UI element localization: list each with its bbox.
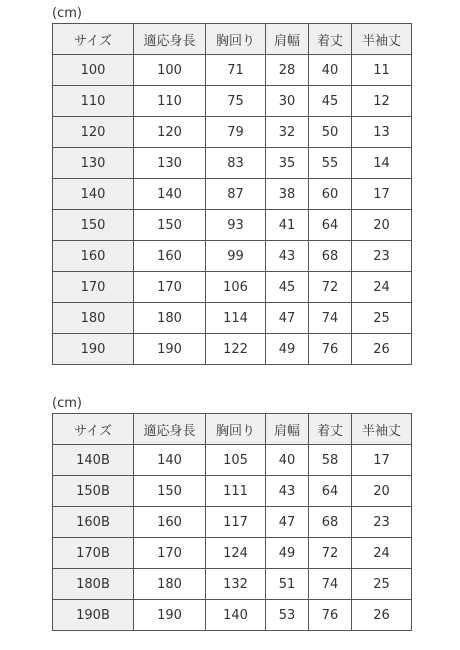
cell-sleeve: 25 (352, 303, 412, 334)
size-chart-big (52, 395, 412, 631)
size-chart-standard (52, 5, 412, 365)
cell-chest: 106 (206, 272, 266, 303)
cell-size: 120 (53, 117, 134, 148)
cell-sleeve: 11 (352, 55, 412, 86)
cell-chest: 71 (206, 55, 266, 86)
cell-length: 74 (309, 569, 352, 600)
cell-length: 64 (309, 476, 352, 507)
cell-length: 60 (309, 179, 352, 210)
cell-height: 150 (134, 210, 206, 241)
cell-chest: 114 (206, 303, 266, 334)
cell-chest: 132 (206, 569, 266, 600)
cell-length: 40 (309, 55, 352, 86)
column-header-shoulder: 肩幅 (266, 414, 309, 445)
cell-shoulder: 40 (266, 445, 309, 476)
column-header-sleeve: 半袖丈 (352, 24, 412, 55)
table-row (53, 241, 412, 272)
table-row (53, 569, 412, 600)
cell-size: 150 (53, 210, 134, 241)
cell-shoulder: 49 (266, 538, 309, 569)
cell-height: 180 (134, 569, 206, 600)
cell-chest: 122 (206, 334, 266, 365)
column-header-chest: 胸回り (206, 24, 266, 55)
table-row (53, 210, 412, 241)
cell-chest: 87 (206, 179, 266, 210)
cell-size: 190 (53, 334, 134, 365)
cell-chest: 117 (206, 507, 266, 538)
cell-sleeve: 26 (352, 334, 412, 365)
cell-shoulder: 47 (266, 303, 309, 334)
cell-size: 160B (53, 507, 134, 538)
column-header-size: サイズ (53, 414, 134, 445)
cell-sleeve: 17 (352, 445, 412, 476)
cell-length: 58 (309, 445, 352, 476)
column-header-height: 適応身長 (134, 24, 206, 55)
cell-sleeve: 25 (352, 569, 412, 600)
cell-shoulder: 47 (266, 507, 309, 538)
cell-chest: 99 (206, 241, 266, 272)
cell-chest: 75 (206, 86, 266, 117)
cell-length: 45 (309, 86, 352, 117)
cell-height: 190 (134, 600, 206, 631)
cell-sleeve: 20 (352, 210, 412, 241)
table-row (53, 55, 412, 86)
cell-sleeve: 17 (352, 179, 412, 210)
cell-height: 170 (134, 272, 206, 303)
cell-height: 110 (134, 86, 206, 117)
table-row (53, 445, 412, 476)
cell-size: 170B (53, 538, 134, 569)
table-row (53, 507, 412, 538)
cell-chest: 111 (206, 476, 266, 507)
cell-height: 140 (134, 179, 206, 210)
column-header-length: 着丈 (309, 24, 352, 55)
cell-shoulder: 30 (266, 86, 309, 117)
cell-shoulder: 32 (266, 117, 309, 148)
cell-length: 68 (309, 241, 352, 272)
cell-sleeve: 13 (352, 117, 412, 148)
cell-sleeve: 12 (352, 86, 412, 117)
cell-length: 64 (309, 210, 352, 241)
cell-length: 55 (309, 148, 352, 179)
column-header-shoulder: 肩幅 (266, 24, 309, 55)
column-header-sleeve: 半袖丈 (352, 414, 412, 445)
cell-height: 120 (134, 117, 206, 148)
cell-sleeve: 23 (352, 507, 412, 538)
table-row (53, 148, 412, 179)
cell-shoulder: 35 (266, 148, 309, 179)
cell-length: 76 (309, 600, 352, 631)
cell-length: 72 (309, 538, 352, 569)
table-row (53, 86, 412, 117)
cell-sleeve: 26 (352, 600, 412, 631)
cell-length: 72 (309, 272, 352, 303)
size-table (52, 23, 412, 365)
table-row (53, 334, 412, 365)
cell-shoulder: 38 (266, 179, 309, 210)
cell-size: 140B (53, 445, 134, 476)
table-row (53, 272, 412, 303)
cell-shoulder: 51 (266, 569, 309, 600)
cell-height: 100 (134, 55, 206, 86)
cell-chest: 140 (206, 600, 266, 631)
cell-shoulder: 43 (266, 476, 309, 507)
table-row (53, 179, 412, 210)
cell-size: 110 (53, 86, 134, 117)
column-header-chest: 胸回り (206, 414, 266, 445)
cell-size: 140 (53, 179, 134, 210)
cell-size: 190B (53, 600, 134, 631)
cell-chest: 124 (206, 538, 266, 569)
cell-size: 170 (53, 272, 134, 303)
cell-shoulder: 28 (266, 55, 309, 86)
cell-length: 68 (309, 507, 352, 538)
cell-length: 76 (309, 334, 352, 365)
cell-size: 150B (53, 476, 134, 507)
cell-height: 140 (134, 445, 206, 476)
cell-size: 130 (53, 148, 134, 179)
cell-height: 160 (134, 507, 206, 538)
cell-height: 150 (134, 476, 206, 507)
column-header-size: サイズ (53, 24, 134, 55)
cell-size: 180B (53, 569, 134, 600)
table-row (53, 476, 412, 507)
cell-height: 160 (134, 241, 206, 272)
header-row (53, 24, 412, 55)
cell-size: 180 (53, 303, 134, 334)
table-row (53, 117, 412, 148)
column-header-height: 適応身長 (134, 414, 206, 445)
cell-sleeve: 14 (352, 148, 412, 179)
cell-chest: 93 (206, 210, 266, 241)
cell-length: 50 (309, 117, 352, 148)
cell-height: 180 (134, 303, 206, 334)
table-row (53, 303, 412, 334)
cell-length: 74 (309, 303, 352, 334)
cell-size: 160 (53, 241, 134, 272)
cell-height: 130 (134, 148, 206, 179)
cell-shoulder: 41 (266, 210, 309, 241)
cell-size: 100 (53, 55, 134, 86)
cell-shoulder: 53 (266, 600, 309, 631)
size-table (52, 413, 412, 631)
cell-chest: 105 (206, 445, 266, 476)
cell-shoulder: 45 (266, 272, 309, 303)
cell-shoulder: 49 (266, 334, 309, 365)
header-row (53, 414, 412, 445)
unit-label: (cm) (52, 6, 82, 21)
cell-sleeve: 24 (352, 538, 412, 569)
column-header-length: 着丈 (309, 414, 352, 445)
unit-label: (cm) (52, 396, 82, 411)
cell-chest: 83 (206, 148, 266, 179)
table-row (53, 538, 412, 569)
cell-height: 170 (134, 538, 206, 569)
table-row (53, 600, 412, 631)
cell-chest: 79 (206, 117, 266, 148)
cell-sleeve: 20 (352, 476, 412, 507)
cell-shoulder: 43 (266, 241, 309, 272)
cell-sleeve: 24 (352, 272, 412, 303)
cell-height: 190 (134, 334, 206, 365)
cell-sleeve: 23 (352, 241, 412, 272)
